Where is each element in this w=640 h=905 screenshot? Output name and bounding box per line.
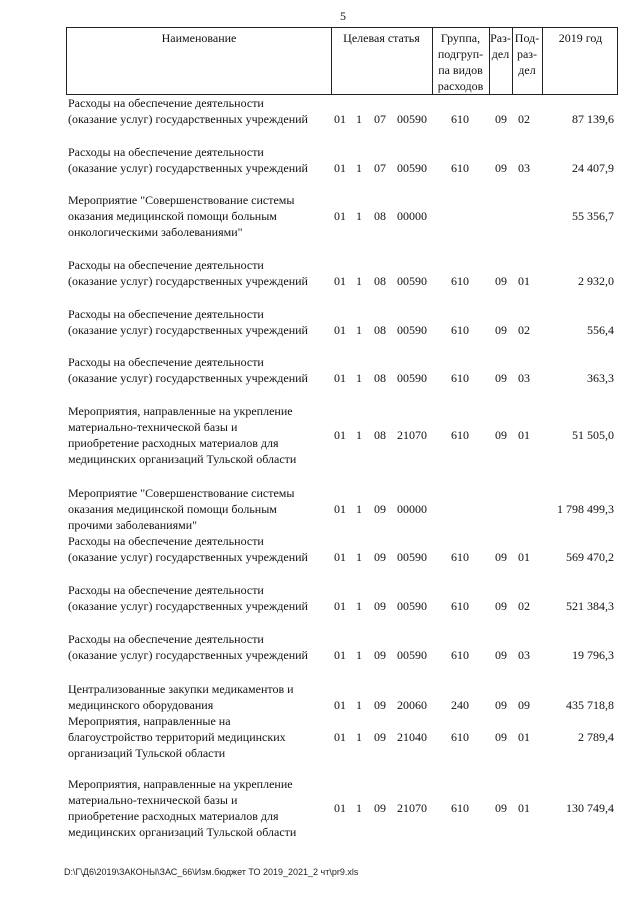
subsection-code: 01 <box>518 428 530 442</box>
target-code-subprogram: 1 <box>356 550 362 564</box>
target-code-activity: 09 <box>374 648 386 662</box>
section-code: 09 <box>495 648 507 662</box>
section-code: 09 <box>495 371 507 385</box>
header-group: Группа, подгруп- па видов расходов <box>437 31 484 93</box>
target-code-program: 01 <box>334 648 346 662</box>
subsection-code: 01 <box>518 801 530 815</box>
row-name: Расходы на обеспечение деятельности (оказание услуг) государственных учреждений <box>68 96 308 126</box>
expense-group: 610 <box>451 599 469 613</box>
subsection-code: 02 <box>518 323 530 337</box>
amount-2019: 1 798 499,3 <box>557 502 614 516</box>
amount-2019: 51 505,0 <box>572 428 614 442</box>
target-code-activity: 09 <box>374 502 386 516</box>
subsection-code: 01 <box>518 550 530 564</box>
target-code-program: 01 <box>334 371 346 385</box>
target-code-activity: 07 <box>374 161 386 175</box>
target-code-program: 01 <box>334 801 346 815</box>
target-code-activity: 09 <box>374 550 386 564</box>
target-code-direction: 00590 <box>397 161 427 175</box>
file-path-footer: D:\Г\Д6\2019\ЗАКОНЫ\ЗАС_66\Изм.бюджет ТО 2019_2021_2 чт\pr9.xls <box>64 867 359 877</box>
subsection-code: 09 <box>518 698 530 712</box>
target-code-activity: 08 <box>374 323 386 337</box>
section-code: 09 <box>495 112 507 126</box>
amount-2019: 435 718,8 <box>566 698 614 712</box>
target-code-activity: 08 <box>374 209 386 223</box>
header-section: Раз- дел <box>490 31 511 61</box>
row-name: Расходы на обеспечение деятельности (оказание услуг) государственных учреждений <box>68 534 308 564</box>
target-code-subprogram: 1 <box>356 161 362 175</box>
subsection-code: 02 <box>518 599 530 613</box>
expense-group: 610 <box>451 323 469 337</box>
target-code-program: 01 <box>334 428 346 442</box>
target-code-program: 01 <box>334 730 346 744</box>
expense-group: 610 <box>451 801 469 815</box>
target-code-activity: 09 <box>374 730 386 744</box>
target-code-direction: 21040 <box>397 730 427 744</box>
target-code-direction: 21070 <box>397 801 427 815</box>
target-code-direction: 00590 <box>397 599 427 613</box>
target-code-direction: 00000 <box>397 209 427 223</box>
expense-group: 240 <box>451 698 469 712</box>
section-code: 09 <box>495 323 507 337</box>
row-name: Мероприятия, направленные на укрепление материально-технической базы и приобретение расходных материалов для медицинских организаций Тульской области <box>68 404 297 466</box>
target-code-activity: 08 <box>374 428 386 442</box>
target-code-program: 01 <box>334 209 346 223</box>
amount-2019: 2 932,0 <box>578 274 614 288</box>
amount-2019: 2 789,4 <box>578 730 614 744</box>
section-code: 09 <box>495 161 507 175</box>
subsection-code: 01 <box>518 274 530 288</box>
target-code-activity: 07 <box>374 112 386 126</box>
target-code-direction: 00590 <box>397 648 427 662</box>
expense-group: 610 <box>451 371 469 385</box>
row-name: Расходы на обеспечение деятельности (оказание услуг) государственных учреждений <box>68 632 308 662</box>
target-code-direction: 00590 <box>397 371 427 385</box>
expense-group: 610 <box>451 428 469 442</box>
amount-2019: 19 796,3 <box>572 648 614 662</box>
amount-2019: 521 384,3 <box>566 599 614 613</box>
target-code-activity: 08 <box>374 274 386 288</box>
target-code-subprogram: 1 <box>356 599 362 613</box>
target-code-subprogram: 1 <box>356 323 362 337</box>
subsection-code: 01 <box>518 730 530 744</box>
target-code-subprogram: 1 <box>356 648 362 662</box>
amount-2019: 569 470,2 <box>566 550 614 564</box>
target-code-program: 01 <box>334 698 346 712</box>
table-header <box>66 27 618 95</box>
amount-2019: 24 407,9 <box>572 161 614 175</box>
target-code-subprogram: 1 <box>356 274 362 288</box>
amount-2019: 87 139,6 <box>572 112 614 126</box>
header-target: Целевая статья <box>343 31 420 45</box>
row-name: Мероприятие "Совершенствование системы оказания медицинской помощи больным онкологическими заболеваниями" <box>68 193 295 239</box>
subsection-code: 03 <box>518 371 530 385</box>
section-code: 09 <box>495 428 507 442</box>
expense-group: 610 <box>451 161 469 175</box>
section-code: 09 <box>495 698 507 712</box>
row-name: Расходы на обеспечение деятельности (оказание услуг) государственных учреждений <box>68 583 308 613</box>
section-code: 09 <box>495 550 507 564</box>
page-number: 5 <box>340 9 346 23</box>
target-code-program: 01 <box>334 550 346 564</box>
header-name: Наименование <box>161 31 237 45</box>
target-code-program: 01 <box>334 274 346 288</box>
target-code-subprogram: 1 <box>356 112 362 126</box>
row-name: Расходы на обеспечение деятельности (оказание услуг) государственных учреждений <box>68 145 308 175</box>
expense-group: 610 <box>451 112 469 126</box>
target-code-program: 01 <box>334 599 346 613</box>
subsection-code: 02 <box>518 112 530 126</box>
header-subsection: Под- раз- дел <box>514 31 540 77</box>
target-code-direction: 20060 <box>397 698 427 712</box>
section-code: 09 <box>495 274 507 288</box>
target-code-subprogram: 1 <box>356 698 362 712</box>
row-name: Расходы на обеспечение деятельности (оказание услуг) государственных учреждений <box>68 258 308 288</box>
expense-group: 610 <box>451 550 469 564</box>
subsection-code: 03 <box>518 648 530 662</box>
amount-2019: 130 749,4 <box>566 801 614 815</box>
target-code-program: 01 <box>334 112 346 126</box>
row-name: Расходы на обеспечение деятельности (оказание услуг) государственных учреждений <box>68 307 308 337</box>
header-year: 2019 год <box>558 31 603 45</box>
section-code: 09 <box>495 599 507 613</box>
amount-2019: 556,4 <box>587 323 614 337</box>
row-name: Мероприятие "Совершенствование системы оказания медицинской помощи больным прочими заболеваниями" <box>68 486 295 532</box>
section-code: 09 <box>495 730 507 744</box>
expense-group: 610 <box>451 648 469 662</box>
row-name: Расходы на обеспечение деятельности (оказание услуг) государственных учреждений <box>68 355 308 385</box>
subsection-code: 03 <box>518 161 530 175</box>
target-code-subprogram: 1 <box>356 371 362 385</box>
target-code-subprogram: 1 <box>356 801 362 815</box>
row-name: Мероприятия, направленные на благоустройство территорий медицинских организаций Тульской области <box>68 714 286 760</box>
row-name: Централизованные закупки медикаментов и медицинского оборудования <box>68 682 294 712</box>
target-code-program: 01 <box>334 502 346 516</box>
target-code-direction: 00000 <box>397 502 427 516</box>
expense-group: 610 <box>451 274 469 288</box>
target-code-program: 01 <box>334 161 346 175</box>
target-code-activity: 09 <box>374 599 386 613</box>
target-code-direction: 00590 <box>397 323 427 337</box>
target-code-subprogram: 1 <box>356 428 362 442</box>
amount-2019: 363,3 <box>587 371 614 385</box>
target-code-subprogram: 1 <box>356 730 362 744</box>
target-code-direction: 00590 <box>397 550 427 564</box>
target-code-activity: 09 <box>374 801 386 815</box>
section-code: 09 <box>495 801 507 815</box>
target-code-program: 01 <box>334 323 346 337</box>
row-name: Мероприятия, направленные на укрепление материально-технической базы и приобретение расходных материалов для медицинских организаций Тульской области <box>68 777 297 839</box>
target-code-subprogram: 1 <box>356 502 362 516</box>
expense-group: 610 <box>451 730 469 744</box>
target-code-direction: 00590 <box>397 112 427 126</box>
amount-2019: 55 356,7 <box>572 209 614 223</box>
target-code-activity: 09 <box>374 698 386 712</box>
target-code-direction: 00590 <box>397 274 427 288</box>
target-code-subprogram: 1 <box>356 209 362 223</box>
target-code-activity: 08 <box>374 371 386 385</box>
target-code-direction: 21070 <box>397 428 427 442</box>
